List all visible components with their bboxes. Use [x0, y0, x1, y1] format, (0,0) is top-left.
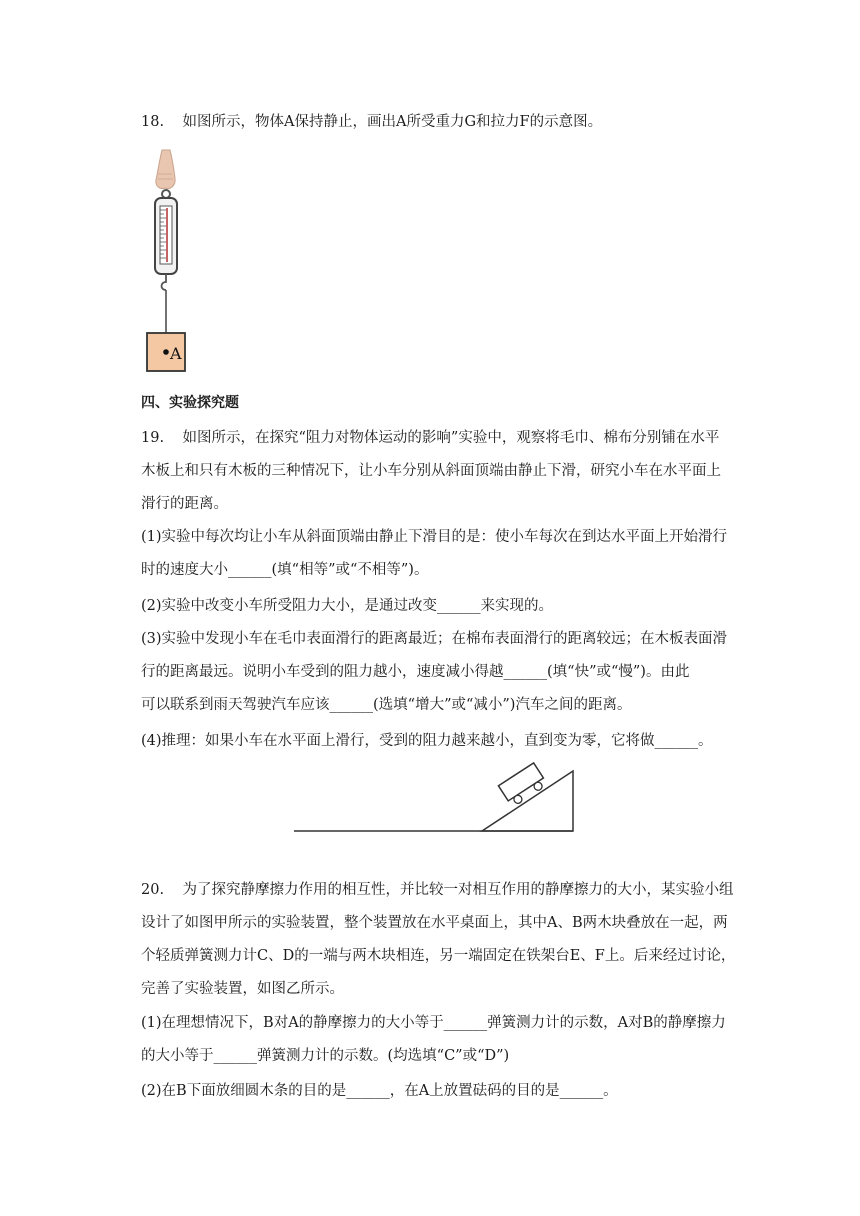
hand-icon — [156, 150, 175, 189]
q20-part1-a: (1)在理想情况下，B对A的静摩擦力的大小等于______弹簧测力计的示数，A对B的静摩擦力 — [141, 1015, 726, 1031]
q19-line-2: 木板上和只有木板的三种情况下，让小车分别从斜面顶端由静止下滑，研究小车在水平面上 — [141, 463, 721, 479]
incline-cart-figure — [290, 760, 580, 835]
spring-scale-figure — [140, 148, 200, 378]
block-label: A — [170, 344, 182, 363]
q19-part1-b: 时的速度大小______(填“相等”或“不相等”)。 — [141, 562, 429, 578]
q19-part1-a: (1)实验中每次均让小车从斜面顶端由静止下滑目的是：使小车每次在到达水平面上开始滑行 — [141, 529, 728, 545]
q20-line-2: 设计了如图甲所示的实验装置，整个装置放在水平桌面上，其中A、B两木块叠放在一起，两 — [141, 915, 728, 931]
q19-part3-b: 行的距离最远。说明小车受到的阻力越小，速度减小得越______(填“快”或“慢”)。由此 — [141, 664, 690, 680]
section-heading: 四、实验探究题 — [141, 395, 239, 411]
q19-line-1: 19. 如图所示，在探究“阻力对物体运动的影响”实验中，观察将毛巾、棉布分别铺在水平 — [141, 430, 720, 446]
q20-number: 20. — [141, 882, 165, 898]
q18-number: 18. — [141, 114, 165, 130]
q18-text: 如图所示，物体A保持静止，画出A所受重力G和拉力F的示意图。 — [182, 114, 603, 130]
q19-part2: (2)实验中改变小车所受阻力大小，是通过改变______来实现的。 — [141, 598, 554, 614]
q19-part3-a: (3)实验中发现小车在毛巾表面滑行的距离最近；在棉布表面滑行的距离较远；在木板表面滑 — [141, 631, 728, 647]
q18-line — [141, 112, 761, 132]
q20-line-4: 完善了实验装置，如图乙所示。 — [141, 981, 344, 997]
q20-part2: (2)在B下面放细圆木条的目的是______，在A上放置砝码的目的是______。 — [141, 1083, 618, 1099]
q19-line-3: 滑行的距离。 — [141, 496, 228, 512]
q19-number: 19. — [141, 430, 165, 446]
q19-part3-c: 可以联系到雨天驾驶汽车应该______(选填“增大”或“减小”)汽车之间的距离。 — [141, 697, 632, 713]
q19-part4: (4)推理：如果小车在水平面上滑行，受到的阻力越来越小，直到变为零，它将做______。 — [141, 733, 713, 749]
q20-line-1: 20. 为了探究静摩擦力作用的相互性，并比较一对相互作用的静摩擦力的大小，某实验小组 — [141, 882, 734, 898]
q20-line-3: 个轻质弹簧测力计C、D的一端与两木块相连，另一端固定在铁架台E、F上。后来经过讨论， — [141, 948, 736, 964]
q20-part1-b: 的大小等于______弹簧测力计的示数。(均选填“C”或“D”) — [141, 1048, 510, 1064]
